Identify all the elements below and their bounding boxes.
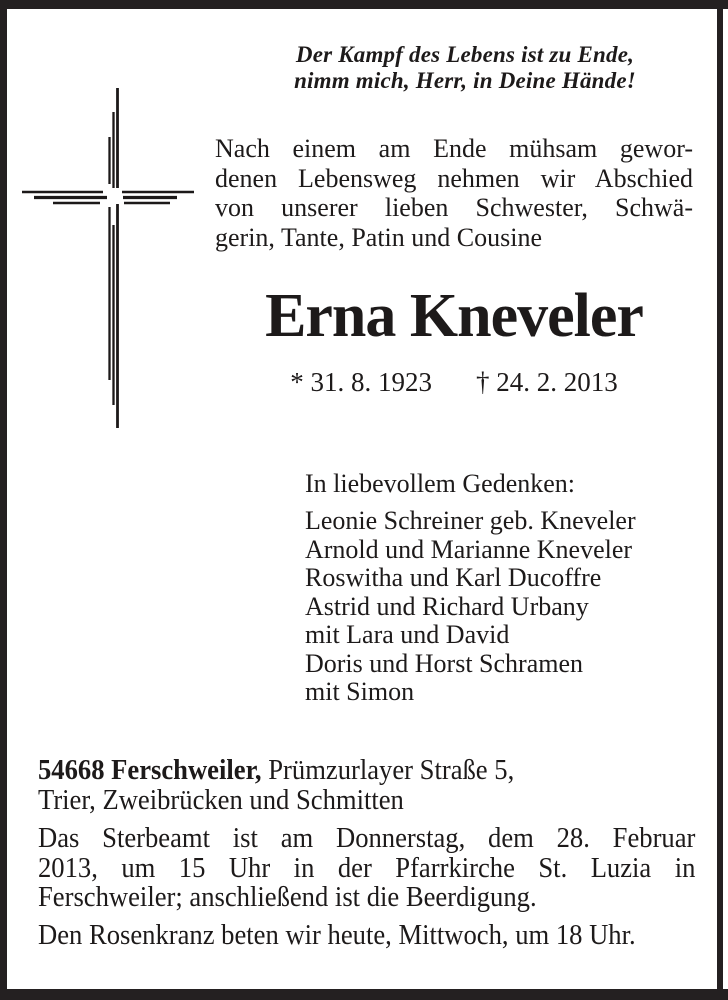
birth-date: * 31. 8. 1923	[290, 367, 432, 397]
service-line: Das Sterbeamt ist am Donnerstag, dem 28. Februar	[38, 823, 696, 854]
memorial-cross-icon	[15, 85, 205, 435]
epitaph-verse	[230, 42, 700, 93]
farewell-line: gerin, Tante, Patin und Cousine	[215, 222, 542, 252]
address-line-1	[38, 756, 695, 786]
mourner-name: Leonie Schreiner geb. Kneveler	[305, 506, 636, 535]
mourners-list	[305, 507, 705, 707]
mourner-name: Arnold und Marianne Kneveler	[305, 534, 633, 564]
address-street: Prümzurlayer Straße 5,	[261, 755, 515, 786]
service-line: Ferschweiler; anschließend ist die Beerdigung.	[38, 882, 537, 913]
remembrance-heading: In liebevollem Gedenken:	[305, 469, 576, 498]
address-city: 54668 Ferschweiler,	[38, 755, 262, 786]
border-right	[717, 0, 723, 1000]
border-top	[0, 0, 728, 9]
mourner-name: Roswitha und Karl Ducoffre	[305, 563, 602, 592]
epitaph-line: Der Kampf des Lebens ist zu Ende,	[295, 42, 635, 67]
farewell-line: von unserer lieben Schwester, Schwä-	[215, 193, 693, 222]
address-line-2: Trier, Zweibrücken und Schmitten	[38, 785, 404, 816]
death-date: † 24. 2. 2013	[476, 367, 618, 397]
mourner-name: mit Lara und David	[305, 620, 510, 649]
life-dates	[215, 366, 693, 398]
mourner-name: mit Simon	[305, 677, 415, 706]
mourner-name: Astrid und Richard Urbany	[305, 591, 589, 621]
farewell-line: denen Lebensweg nehmen wir Abschied	[215, 163, 693, 193]
funeral-service-text	[38, 824, 695, 913]
mourner-name: Doris und Horst Schramen	[305, 648, 584, 678]
deceased-name: Erna Kneveler	[265, 282, 643, 350]
notice-footer	[38, 756, 695, 951]
epitaph-line: nimm mich, Herr, in Deine Hände!	[294, 67, 636, 93]
farewell-line: Nach einem am Ende mühsam gewor-	[215, 134, 693, 163]
farewell-text	[215, 134, 693, 252]
service-line: 2013, um 15 Uhr in der Pfarrkirche St. Luzia in	[38, 852, 696, 884]
rosary-text: Den Rosenkranz beten wir heute, Mittwoch, um 18 Uhr.	[38, 919, 636, 951]
border-bottom	[0, 989, 728, 1000]
border-left	[0, 0, 7, 1000]
